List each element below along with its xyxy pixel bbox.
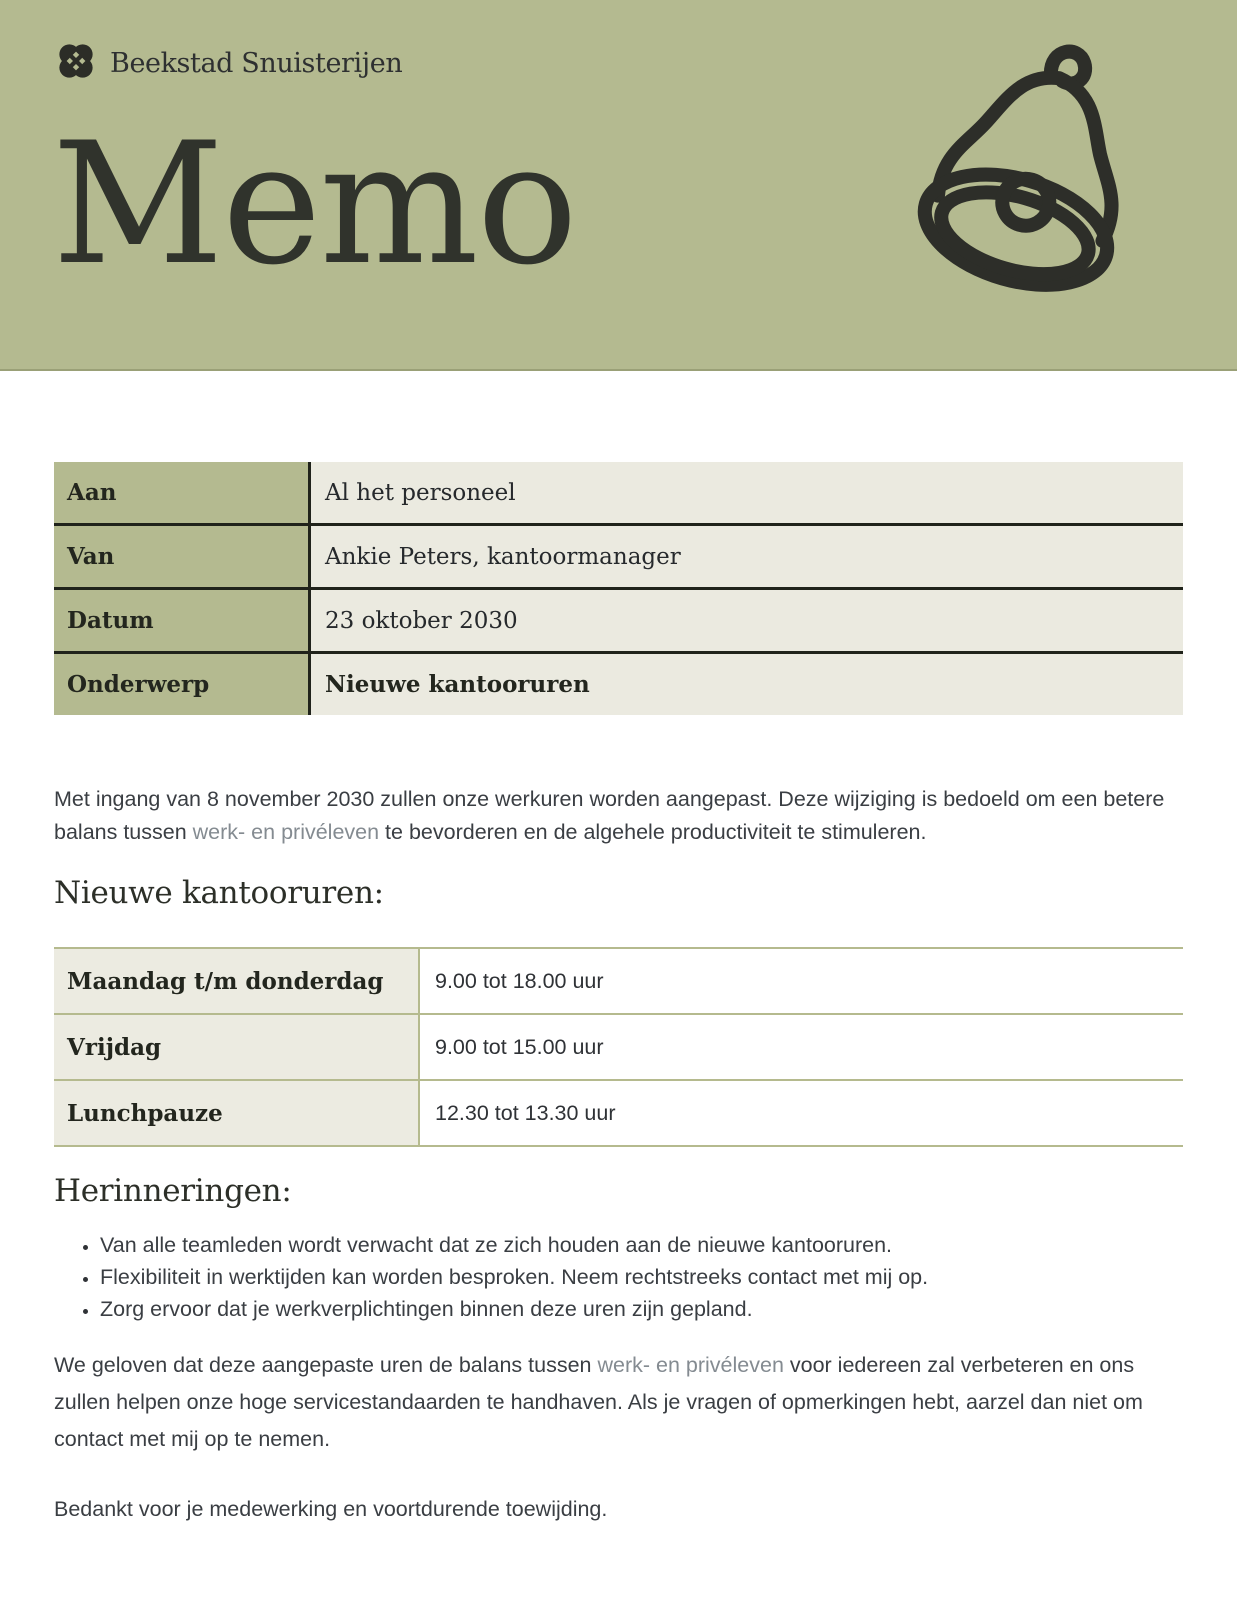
meta-value-datum: 23 oktober 2030	[310, 589, 1184, 653]
header-band	[0, 0, 1237, 371]
hours-value-ma-do: 9.00 tot 18.00 uur	[419, 948, 1183, 1014]
meta-value-aan: Al het personeel	[310, 462, 1184, 525]
brand	[57, 42, 402, 85]
intro-text-before: Met ingang van 8 november 2030 zullen onze werkuren worden aangepast. Deze wijziging is bedoeld om een betere balans tussen	[54, 787, 1165, 844]
hours-label-vrijdag: Vrijdag	[54, 1014, 419, 1080]
bell-icon	[880, 22, 1185, 327]
meta-label-aan: Aan	[54, 462, 310, 525]
meta-table	[54, 462, 1183, 715]
meta-label-van: Van	[54, 525, 310, 589]
table-row	[54, 589, 1183, 653]
closing-highlight: werk- en privéleven	[597, 1353, 784, 1377]
flower-cross-icon	[57, 42, 95, 85]
closing-paragraph	[54, 1347, 1183, 1458]
table-row	[54, 462, 1183, 525]
meta-label-onderwerp: Onderwerp	[54, 653, 310, 716]
meta-value-van: Ankie Peters, kantoormanager	[310, 525, 1184, 589]
table-row	[54, 948, 1183, 1014]
hours-label-ma-do: Maandag t/m donderdag	[54, 948, 419, 1014]
brand-name: Beekstad Snuisterijen	[110, 48, 403, 79]
list-item: • Zorg ervoor dat je werkverplichtingen binnen deze uren zijn gepland.	[100, 1293, 1183, 1325]
list-item: • Van alle teamleden wordt verwacht dat ze zich houden aan de nieuwe kantooruren.	[100, 1229, 1183, 1261]
hours-value-lunchpauze: 12.30 tot 13.30 uur	[419, 1080, 1183, 1146]
hours-table	[54, 947, 1183, 1147]
thanks-paragraph: Bedankt voor je medewerking en voortdurende toewijding.	[54, 1497, 608, 1521]
closing-text-after: voor iedereen zal verbeteren en ons zullen helpen onze hoge servicestandaarden te handhaven. Als je vragen of opmerkingen hebt, aarzel dan niet om contact met mij op te nemen.	[54, 1353, 1143, 1451]
intro-paragraph	[54, 783, 1183, 849]
reminder-list	[54, 1229, 1183, 1325]
hours-heading: Nieuwe kantooruren:	[54, 875, 384, 911]
table-row	[54, 1080, 1183, 1146]
closing-text-before: We geloven dat deze aangepaste uren de balans tussen	[54, 1353, 598, 1377]
table-row	[54, 525, 1183, 589]
list-item: • Flexibiliteit in werktijden kan worden besproken. Neem rechtstreeks contact met mij op.	[100, 1261, 1183, 1293]
memo-body	[0, 462, 1237, 1522]
table-row	[54, 653, 1183, 716]
intro-highlight: werk- en privéleven	[192, 820, 380, 844]
intro-text-after: te bevorderen en de algehele productiviteit te stimuleren.	[379, 820, 927, 844]
reminders-heading: Herinneringen:	[54, 1173, 292, 1209]
hours-label-lunchpauze: Lunchpauze	[54, 1080, 419, 1146]
table-row	[54, 1014, 1183, 1080]
hours-value-vrijdag: 9.00 tot 15.00 uur	[419, 1014, 1183, 1080]
meta-label-datum: Datum	[54, 589, 310, 653]
meta-value-onderwerp: Nieuwe kantooruren	[310, 653, 1184, 716]
page-title: Memo	[52, 106, 576, 302]
